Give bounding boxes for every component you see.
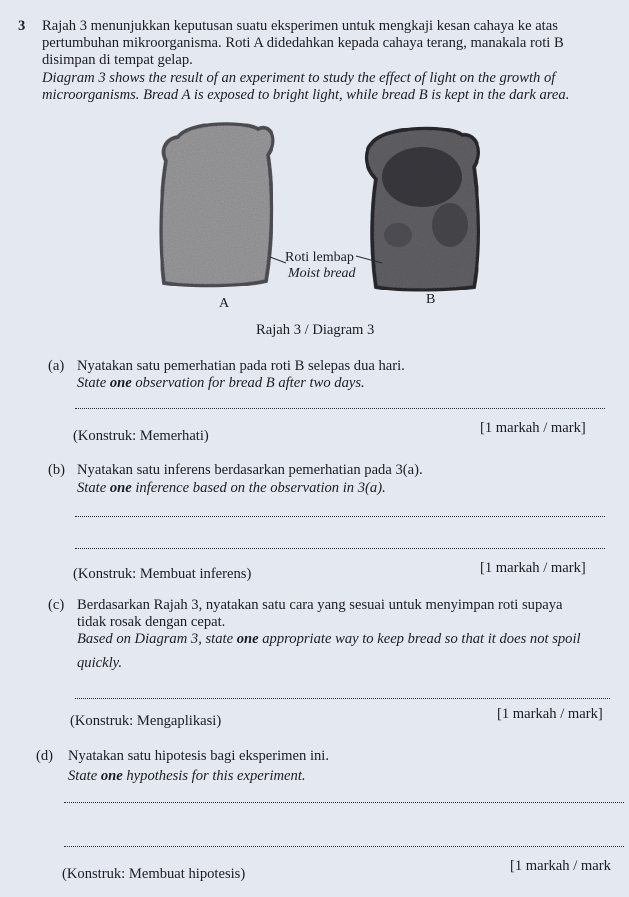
diagram-caption: Rajah 3 / Diagram 3: [256, 322, 375, 338]
part-c-marks: [1 markah / mark]: [497, 706, 603, 722]
answer-line-b-2[interactable]: [75, 548, 605, 549]
part-c-letter: (c): [48, 597, 65, 613]
bread-b: [366, 128, 478, 290]
pointer-line-a: [270, 257, 286, 263]
answer-line-d-2[interactable]: [64, 846, 624, 847]
part-a-construct: (Konstruk: Memerhati): [73, 428, 209, 444]
answer-line-b-1[interactable]: [75, 516, 605, 517]
intro-ms-line-2: pertumbuhan mikroorganisma. Roti A didedahkan kepada cahaya terang, manakala roti B: [42, 35, 564, 51]
part-a-ms: Nyatakan satu pemerhatian pada roti B selepas dua hari.: [77, 358, 405, 374]
intro-ms-line-1: Rajah 3 menunjukkan keputusan suatu eksperimen untuk mengkaji kesan cahaya ke atas: [42, 18, 558, 34]
part-c-construct: (Konstruk: Mengaplikasi): [70, 713, 222, 729]
part-d-letter: (d): [36, 748, 54, 764]
part-b-construct: (Konstruk: Membuat inferens): [73, 566, 252, 582]
part-d-en: State one hypothesis for this experiment.: [68, 768, 306, 784]
answer-line-c-1[interactable]: [75, 698, 610, 699]
bread-a: [161, 124, 273, 286]
intro-en-line-1: Diagram 3 shows the result of an experiment to study the effect of light on the growth of: [42, 70, 556, 86]
part-c-ms-line-1: Berdasarkan Rajah 3, nyatakan satu cara yang sesuai untuk menyimpan roti supaya: [77, 597, 563, 613]
part-a-en: State one observation for bread B after two days.: [77, 375, 365, 391]
part-a-letter: (a): [48, 358, 65, 374]
part-b-ms: Nyatakan satu inferens berdasarkan pemerhatian pada 3(a).: [77, 462, 423, 478]
answer-line-a-1[interactable]: [75, 408, 605, 409]
intro-ms-line-3: disimpan di tempat gelap.: [42, 52, 193, 68]
part-b-letter: (b): [48, 462, 66, 478]
part-c-ms-line-2: tidak rosak dengan cepat.: [77, 614, 226, 630]
part-d-ms: Nyatakan satu hipotesis bagi eksperimen ini.: [68, 748, 330, 764]
part-b-en: State one inference based on the observation in 3(a).: [77, 480, 386, 496]
part-d-construct: (Konstruk: Membuat hipotesis): [62, 866, 246, 882]
label-bread-b: B: [426, 292, 436, 307]
intro-en-line-2: microorganisms. Bread A is exposed to bright light, while bread B is kept in the dark area.: [42, 87, 570, 103]
label-moist-bread: Moist bread: [288, 266, 356, 281]
part-d-marks: [1 markah / mark: [510, 858, 611, 874]
part-c-en-line-1: Based on Diagram 3, state one appropriate way to keep bread so that it does not spoil: [77, 631, 581, 647]
answer-line-d-1[interactable]: [64, 802, 624, 803]
question-number: 3: [18, 18, 26, 34]
part-c-en-line-2: quickly.: [77, 655, 122, 671]
part-b-marks: [1 markah / mark]: [480, 560, 586, 576]
label-bread-a: A: [219, 296, 230, 311]
part-a-marks: [1 markah / mark]: [480, 420, 586, 436]
bread-diagram: [150, 115, 490, 315]
label-roti-lembap: Roti lembap: [285, 250, 354, 265]
